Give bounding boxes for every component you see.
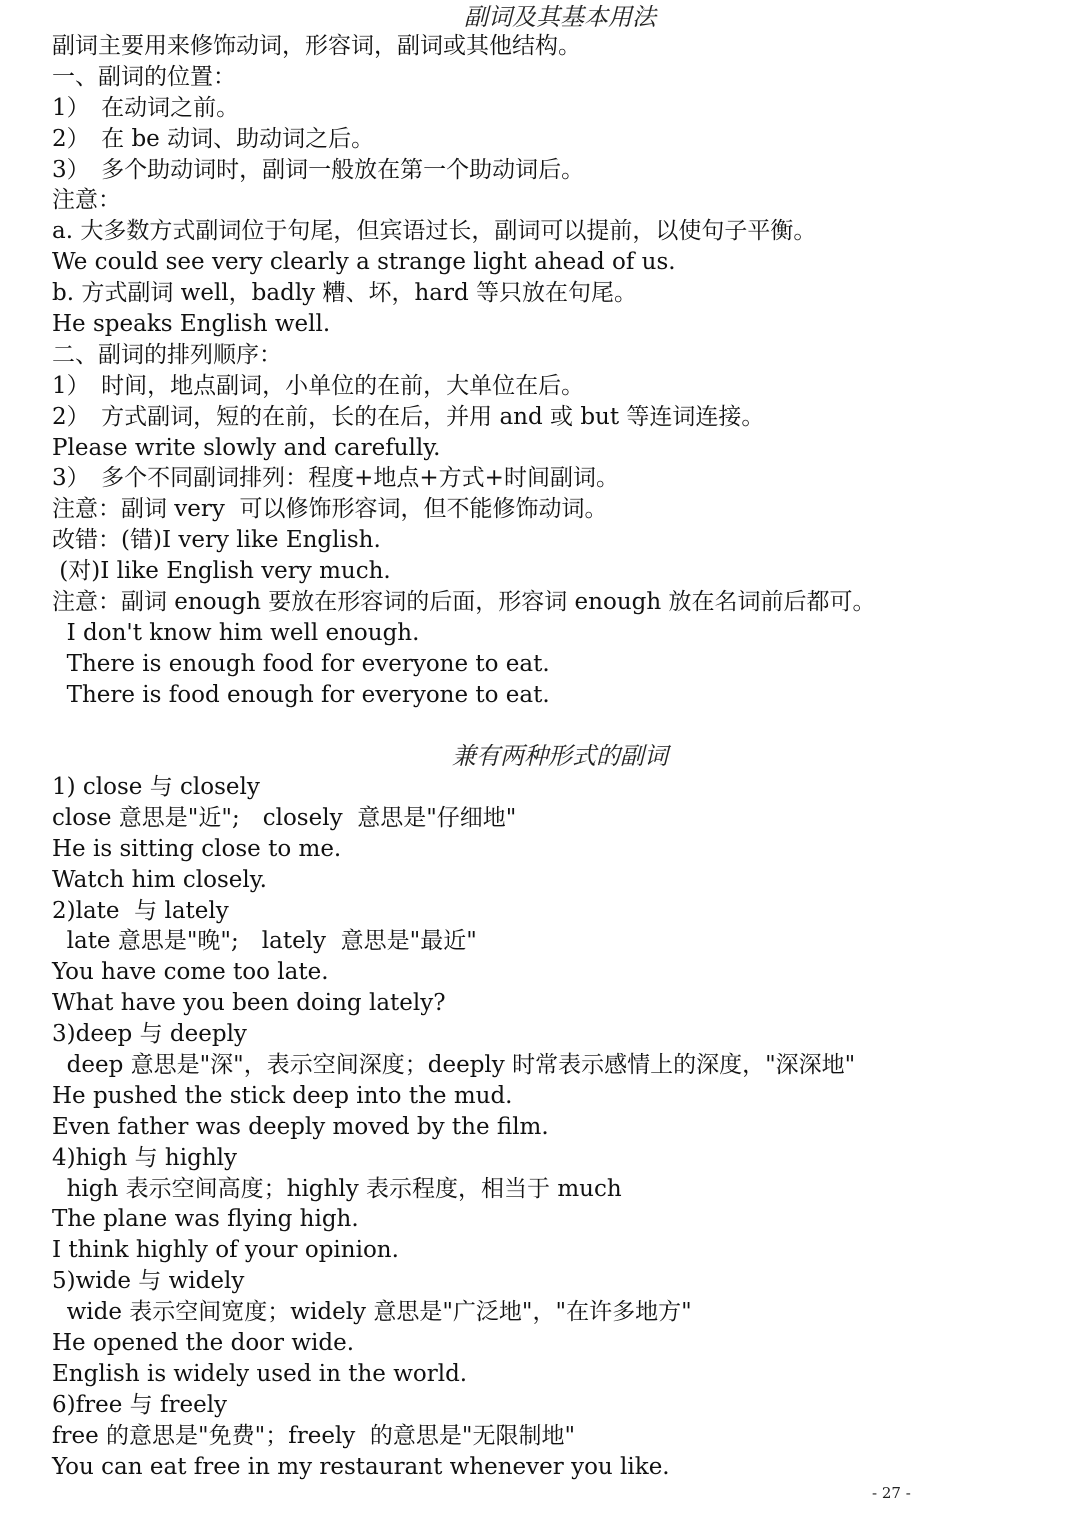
text-line: 4)high 与 highly	[52, 1144, 237, 1171]
example-sentence: There is enough food for everyone to eat.	[52, 650, 550, 677]
text-line: 注意：副词 very 可以修饰形容词，但不能修饰动词。	[52, 496, 608, 523]
example-sentence: You have come too late.	[52, 959, 329, 986]
example-sentence: I think highly of your opinion.	[52, 1237, 399, 1264]
example-sentence: He speaks English well.	[52, 311, 331, 338]
text-line: 2） 方式副词，短的在前，长的在后，并用 and 或 but 等连词连接。	[52, 403, 765, 430]
example-sentence: We could see very clearly a strange light ahead of us.	[52, 249, 676, 276]
example-sentence: He is sitting close to me.	[52, 835, 342, 862]
text-line: 3） 多个助动词时，副词一般放在第一个助动词后。	[52, 156, 585, 183]
example-sentence: Watch him closely.	[52, 866, 267, 893]
page-number: - 27 -	[872, 1484, 911, 1502]
example-sentence: Please write slowly and carefully.	[52, 434, 441, 461]
text-line: 1） 在动词之前。	[52, 94, 240, 121]
example-sentence: English is widely used in the world.	[52, 1360, 468, 1387]
text-line: 注意：	[52, 187, 121, 214]
text-line: 6)free 与 freely	[52, 1391, 228, 1418]
text-line: 二、副词的排列顺序：	[52, 341, 282, 368]
text-line: b. 方式副词 well，badly 糟、坏，hard 等只放在句尾。	[52, 280, 638, 307]
text-line: high 表示空间高度；highly 表示程度，相当于 much	[52, 1175, 622, 1202]
example-sentence: Even father was deeply moved by the film.	[52, 1113, 549, 1140]
text-line: 1） 时间，地点副词，小单位的在前，大单位在后。	[52, 372, 585, 399]
text-line: 5)wide 与 widely	[52, 1268, 245, 1295]
text-line: 3） 多个不同副词排列：程度+地点+方式+时间副词。	[52, 465, 619, 492]
text-line: 一、副词的位置：	[52, 63, 236, 90]
example-sentence: You can eat free in my restaurant whenever you like.	[52, 1453, 670, 1480]
text-line: deep 意思是"深"，表示空间深度；deeply 时常表示感情上的深度，"深深地"	[52, 1052, 856, 1079]
example-sentence: He opened the door wide.	[52, 1330, 355, 1357]
text-line: late 意思是"晚"; lately 意思是"最近"	[52, 928, 477, 955]
text-line: 2)late 与 lately	[52, 897, 229, 924]
text-line: close 意思是"近"; closely 意思是"仔细地"	[52, 804, 517, 831]
text-line: 改错：(错)I very like English.	[52, 527, 381, 554]
example-sentence: He pushed the stick deep into the mud.	[52, 1082, 513, 1109]
section-adverb-basics	[52, 31, 1052, 711]
example-sentence: What have you been doing lately?	[52, 990, 446, 1017]
text-line: wide 表示空间宽度；widely 意思是"广泛地"，"在许多地方"	[52, 1299, 692, 1326]
text-line: 注意：副词 enough 要放在形容词的后面，形容词 enough 放在名词前后都可。	[52, 589, 876, 616]
section-title-dual-form-adverbs: 兼有两种形式的副词	[452, 742, 668, 770]
text-line: 1) close 与 closely	[52, 774, 260, 800]
text-line: free 的意思是"免费"；freely 的意思是"无限制地"	[52, 1422, 576, 1449]
example-sentence: (对)I like English very much.	[52, 558, 391, 585]
text-line: 副词主要用来修饰动词，形容词，副词或其他结构。	[52, 33, 581, 59]
example-sentence: I don't know him well enough.	[52, 619, 420, 646]
section-title-adverb-usage: 副词及其基本用法	[464, 3, 656, 31]
example-sentence: The plane was flying high.	[52, 1206, 359, 1233]
text-line: 2） 在 be 动词、助动词之后。	[52, 125, 375, 152]
section-dual-form-adverbs	[52, 772, 1052, 1482]
text-line: 3)deep 与 deeply	[52, 1021, 247, 1048]
example-sentence: There is food enough for everyone to eat.	[52, 681, 550, 708]
text-line: a. 大多数方式副词位于句尾，但宾语过长，副词可以提前，以使句子平衡。	[52, 218, 817, 245]
